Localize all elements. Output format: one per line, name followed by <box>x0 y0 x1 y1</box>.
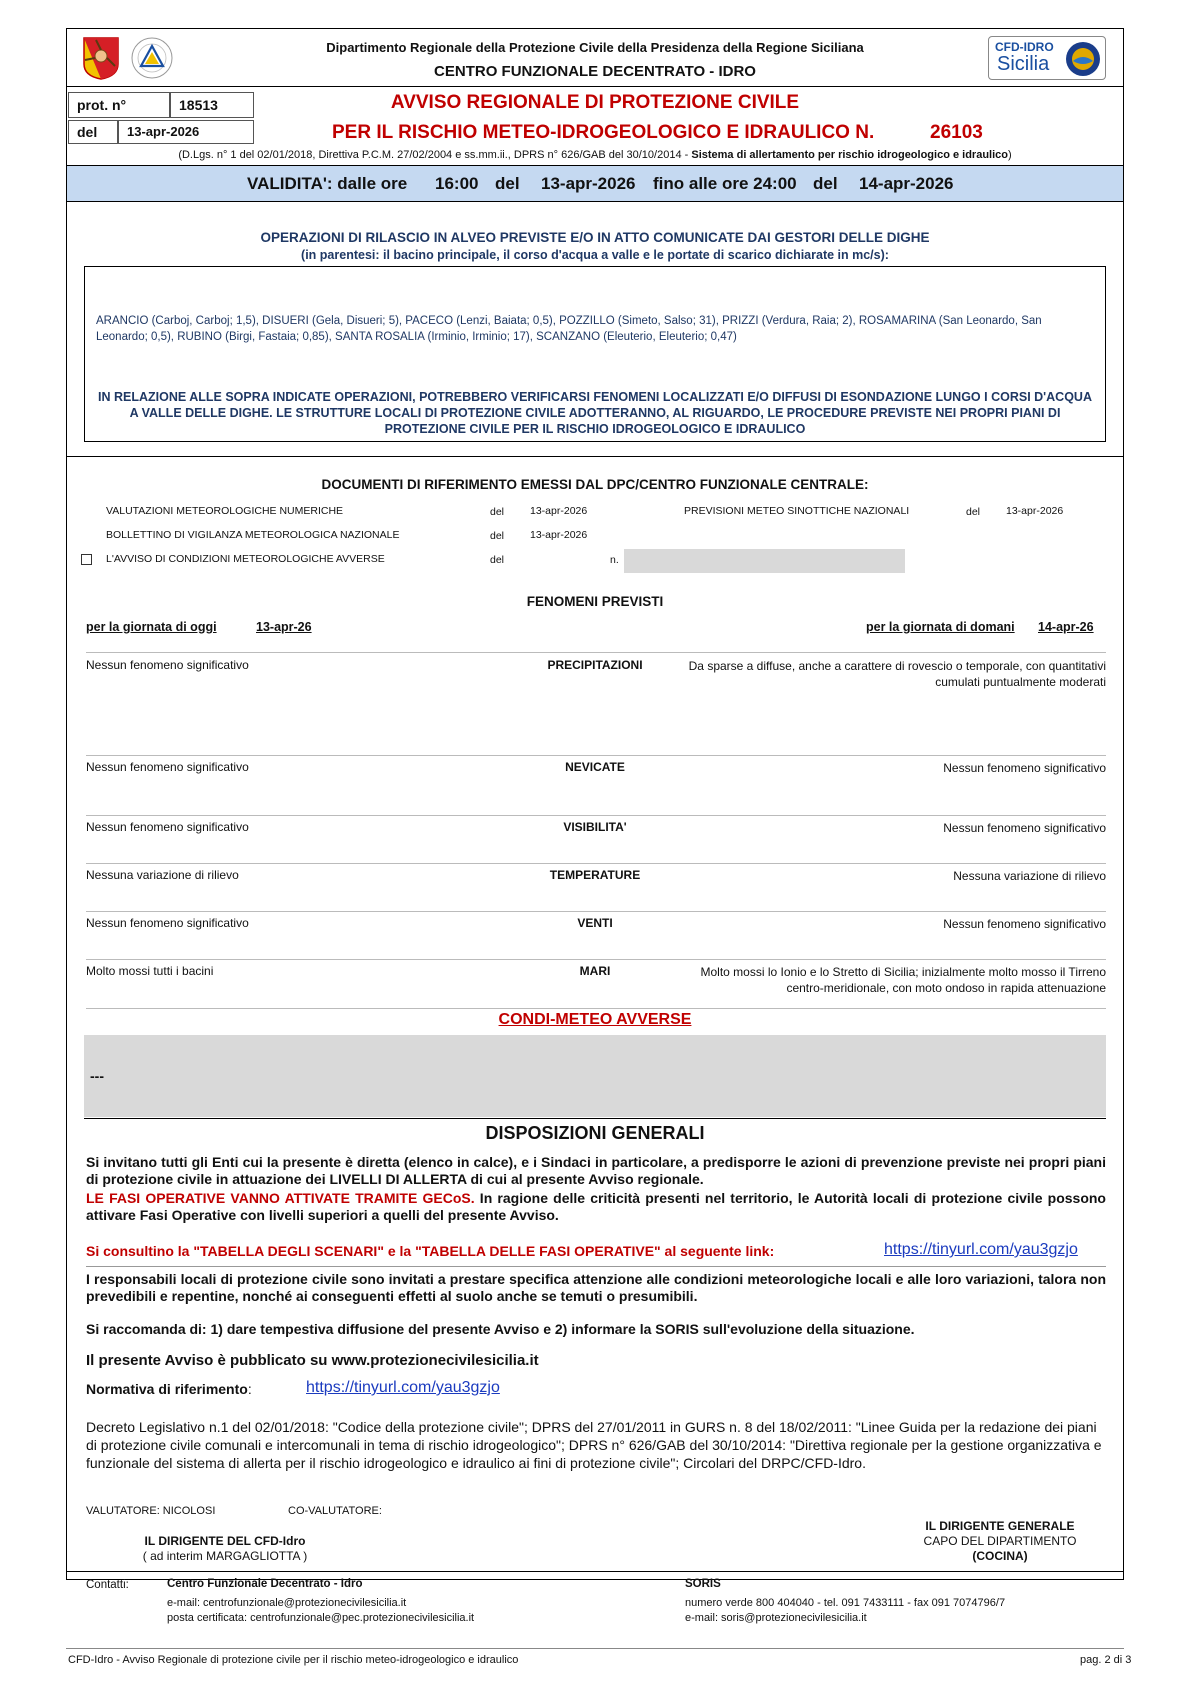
condi-meteo-heading-text: CONDI-METEO AVVERSE <box>498 1011 692 1028</box>
header-dept: Dipartimento Regionale della Protezione Civile della Presidenza della Regione Siciliana <box>326 40 864 55</box>
co-valutatore: CO-VALUTATORE: <box>288 1505 382 1517</box>
title-line1: AVVISO REGIONALE DI PROTEZIONE CIVILE <box>390 92 800 113</box>
phen-row0-name: PRECIPITAZIONI <box>547 658 643 672</box>
dir-cfd-name: ( ad interim MARGAGLIOTTA ) <box>142 1549 308 1563</box>
ref-row1-del: del <box>490 506 505 518</box>
protezione-civile-emblem-icon <box>130 36 174 80</box>
title-line2: PER IL RISCHIO METEO-IDROGEOLOGICO E IDRAULICO N. <box>332 122 875 143</box>
dir-gen-sub: CAPO DEL DIPARTIMENTO <box>923 1534 1077 1548</box>
decree-text: Decreto Legislativo n.1 del 02/01/2018: "Codice della protezione civile"; DPRS del 27/01/2011 in GURS n. 8 del 18/02/2011: "Linee Guida per la redazione dei piani di protezione civile comunali e intercomunali in tema di rischio idrogeologico"; DPRS n° 626/GAB del 30/10/2014: "Direttiva regionale per la gestione organizzativa e funzionale del sistema di allerta per il rischio idrogeologico e idraulico ai fini di protezione civile"; Circolari del DRPC/CFD-Idro. <box>86 1419 1102 1471</box>
dir-cfd-title: IL DIRIGENTE DEL CFD-Idro <box>144 1534 306 1548</box>
tomorrow-date-text: 14-apr-26 <box>1038 620 1094 634</box>
refdocs-heading: DOCUMENTI DI RIFERIMENTO EMESSI DAL DPC/CENTRO FUNZIONALE CENTRALE: <box>321 477 869 492</box>
legal-bold: Sistema di allertamento per rischio idrogeologico e idraulico <box>691 149 1008 161</box>
legal-close: ) <box>1008 149 1012 161</box>
valutatore: VALUTATORE: NICOLOSI <box>86 1505 216 1517</box>
phen-row5-name: MARI <box>579 964 611 978</box>
today-label <box>86 620 217 634</box>
ref-row2-label: BOLLETTINO DI VIGILANZA METEOROLOGICA NAZIONALE <box>106 529 400 541</box>
contacts-label: Contatti: <box>86 1579 129 1591</box>
ref-row3-gray-field <box>624 549 905 573</box>
norm-colon: : <box>247 1381 252 1397</box>
norm-link[interactable]: https://tinyurl.com/yau3gzjo <box>306 1379 500 1396</box>
dams-warning: IN RELAZIONE ALLE SOPRA INDICATE OPERAZIONI, POTREBBERO VERIFICARSI FENOMENI LOCALIZZATI E/O DIFFUSI DI ESONDAZIONE LUNGO I CORSI D'ACQUA A VALLE DELLE DIGHE. LE STRUTTURE LOCALI DI PROTEZIONE CIVILE ADOTTERANNO, AL RIGUARDO, LE PROCEDURE PREVISTE NEI PROPRI PIANI DI PROTEZIONE CIVILE PER IL RISCHIO IDROGEOLOGICO E IDRAULICO <box>98 390 1092 436</box>
general-consult: Si consultino la "TABELLA DEGLI SCENARI" e la "TABELLA DELLE FASI OPERATIVE" al seguente link: <box>86 1243 775 1259</box>
logo-right-bottom: Sicilia <box>997 53 1050 75</box>
ref-row1b-label: PREVISIONI METEO SINOTTICHE NAZIONALI <box>684 505 910 517</box>
tomorrow-label-text: per la giornata di domani <box>866 620 1015 634</box>
phen-row3-left: Nessuna variazione di rilievo <box>86 868 239 882</box>
ref-row2-del: del <box>490 530 505 542</box>
dams-heading1: OPERAZIONI DI RILASCIO IN ALVEO PREVISTE E/O IN ATTO COMUNICATE DAI GESTORI DELLE DIGHE <box>260 230 930 245</box>
phen-row1-right: Nessun fenomeno significativo <box>943 761 1106 775</box>
norm-label-text: Normativa di riferimento <box>86 1381 248 1397</box>
soris-email: e-mail: soris@protezionecivilesicilia.it <box>685 1612 867 1624</box>
ref-row1b-date: 13-apr-2026 <box>1006 505 1064 517</box>
general-p2 <box>86 1190 1106 1224</box>
cfd-email: e-mail: centrofunzionale@protezionecivilesicilia.it <box>167 1597 407 1609</box>
norm-label <box>86 1381 252 1397</box>
prot-label: prot. n° <box>68 92 170 118</box>
soris-phone: numero verde 800 404040 - tel. 091 7433111 - fax 091 7074796/7 <box>685 1597 1006 1609</box>
title-number: 26103 <box>930 122 983 143</box>
phen-row5-left: Molto mossi tutti i bacini <box>86 964 214 978</box>
footer-right: pag. 2 di 3 <box>1080 1654 1132 1666</box>
validity-from-time: 16:00 <box>435 174 479 193</box>
cfd-idro-sicilia-logo-icon <box>988 36 1106 80</box>
validity-to-label: fino alle ore 24:00 <box>653 174 797 193</box>
tomorrow-date <box>1038 620 1094 634</box>
phen-row2-name: VISIBILITA' <box>563 820 627 834</box>
ref-row3-del: del <box>490 554 505 566</box>
tomorrow-label <box>866 620 1015 634</box>
validity-del1: del <box>495 174 520 193</box>
phen-row1-left: Nessun fenomeno significativo <box>86 760 249 774</box>
phen-row4-left: Nessun fenomeno significativo <box>86 916 249 930</box>
soris-title: SORIS <box>685 1578 721 1590</box>
general-heading: DISPOSIZIONI GENERALI <box>485 1123 705 1143</box>
dir-gen-name: (COCINA) <box>972 1549 1028 1563</box>
validity-from-date: 13-apr-2026 <box>541 174 636 193</box>
validity-del2: del <box>813 174 838 193</box>
ref-row1b-del: del <box>966 506 981 518</box>
phen-row2-right: Nessun fenomeno significativo <box>943 821 1106 835</box>
consult-link[interactable]: https://tinyurl.com/yau3gzjo <box>884 1241 1078 1258</box>
ref-row1-label: VALUTAZIONI METEOROLOGICHE NUMERICHE <box>106 505 344 517</box>
condi-meteo-box <box>84 1035 1106 1117</box>
phen-row0-left: Nessun fenomeno significativo <box>86 658 249 672</box>
general-p5: Il presente Avviso è pubblicato su www.protezionecivilesicilia.it <box>86 1352 539 1369</box>
general-p2-rest: In ragione delle criticità presenti nel territorio, le Autorità locali di protezione civile possono attivare Fasi Operative con livelli superiori a quelli del presente Avviso. <box>86 1190 1106 1223</box>
legal-plain: (D.Lgs. n° 1 del 02/01/2018, Direttiva P.C.M. 27/02/2004 e ss.mm.ii., DPRS n° 626/GAB del 30/10/2014 - <box>178 149 692 161</box>
general-p1: Si invitano tutti gli Enti cui la presente è diretta (elenco in calce), e i Sindaci in particolare, a predisporre le azioni di prevenzione previste nei propri piani di protezione civile in attuazione dei LIVELLI DI ALLERTA di cui al presente Avviso regionale. <box>86 1154 1106 1187</box>
phenomena-heading: FENOMENI PREVISTI <box>526 594 664 609</box>
dams-heading2: (in parentesi: il bacino principale, il corso d'acqua a valle e le portate di scarico dichiarate in mc/s): <box>301 248 889 262</box>
validity-label: VALIDITA': dalle ore <box>247 174 408 193</box>
header-centre: CENTRO FUNZIONALE DECENTRATO - IDRO <box>434 63 756 80</box>
logo-right-top: CFD-IDRO <box>995 40 1054 54</box>
dams-list: ARANCIO (Carboj, Carboj; 1,5), DISUERI (Gela, Disueri; 5), PACECO (Lenzi, Baiata; 0,5), POZZILLO (Simeto, Salso; 31), PRIZZI (Verdura, Raia; 2), ROSAMARINA (San Leonardo, San Leonardo; 0,5), RUBINO (Birgi, Fastaia; 0,85), SANTA ROSALIA (Irminio, Irminio; 17), SCANZANO (Eleuterio, Eleuterio; 0,47) <box>96 315 1042 343</box>
today-date-text: 13-apr-26 <box>256 620 312 634</box>
ref-row3-label: L'AVVISO DI CONDIZIONI METEOROLOGICHE AVVERSE <box>106 553 385 565</box>
phen-row2-left: Nessun fenomeno significativo <box>86 820 249 834</box>
phen-row4-name: VENTI <box>577 916 613 930</box>
phen-row5-right: Molto mossi lo Ionio e lo Stretto di Sicilia; inizialmente molto mosso il Tirreno centro-meridionale, con moto ondoso in rapida attenuazione <box>700 965 1106 995</box>
checkbox-icon[interactable] <box>81 554 92 565</box>
general-p2-red: LE FASI OPERATIVE VANNO ATTIVATE TRAMITE GECoS. <box>86 1190 475 1206</box>
ref-row2-date: 13-apr-2026 <box>530 529 588 541</box>
cfd-title: Centro Funzionale Decentrato - Idro <box>167 1578 363 1590</box>
legal-basis <box>70 149 1120 161</box>
general-p3: I responsabili locali di protezione civile sono invitati a prestare specifica attenzione alle condizioni meteorologiche locali e alle loro variazioni, talora non prevedibili e repentine, nonché ai conseguenti effetti al suolo anche se temuti o presumibili. <box>86 1271 1106 1304</box>
footer-left: CFD-Idro - Avviso Regionale di protezione civile per il rischio meteo-idrogeologico e idraulico <box>68 1654 519 1666</box>
ref-row1-date: 13-apr-2026 <box>530 505 588 517</box>
del-label: del <box>68 120 118 144</box>
cfd-pec: posta certificata: centrofunzionale@pec.protezionecivilesicilia.it <box>167 1612 475 1624</box>
phen-row3-name: TEMPERATURE <box>549 868 641 882</box>
dir-gen-title: IL DIRIGENTE GENERALE <box>925 1519 1075 1533</box>
sicily-trinacria-logo-icon <box>82 36 120 80</box>
today-label-text: per la giornata di oggi <box>86 620 217 634</box>
validity-band <box>67 165 1123 202</box>
ref-row3-n: n. <box>610 554 619 566</box>
dams-box <box>84 266 1106 442</box>
phen-row0-right: Da sparse a diffuse, anche a carattere di rovescio o temporale, con quantitativi cumulati puntualmente moderati <box>688 659 1106 689</box>
del-value: 13-apr-2026 <box>118 120 254 144</box>
phen-row3-right: Nessuna variazione di rilievo <box>953 869 1106 883</box>
condi-meteo-content: --- <box>90 1068 104 1084</box>
prot-value: 18513 <box>170 92 254 118</box>
today-date <box>256 620 312 634</box>
phen-row4-right: Nessun fenomeno significativo <box>943 917 1106 931</box>
validity-to-date: 14-apr-2026 <box>859 174 954 193</box>
condi-meteo-heading <box>70 1011 1120 1029</box>
phen-row1-name: NEVICATE <box>565 760 625 774</box>
general-p4: Si raccomanda di: 1) dare tempestiva diffusione del presente Avviso e 2) informare la SORIS sull'evoluzione della situazione. <box>86 1321 915 1337</box>
